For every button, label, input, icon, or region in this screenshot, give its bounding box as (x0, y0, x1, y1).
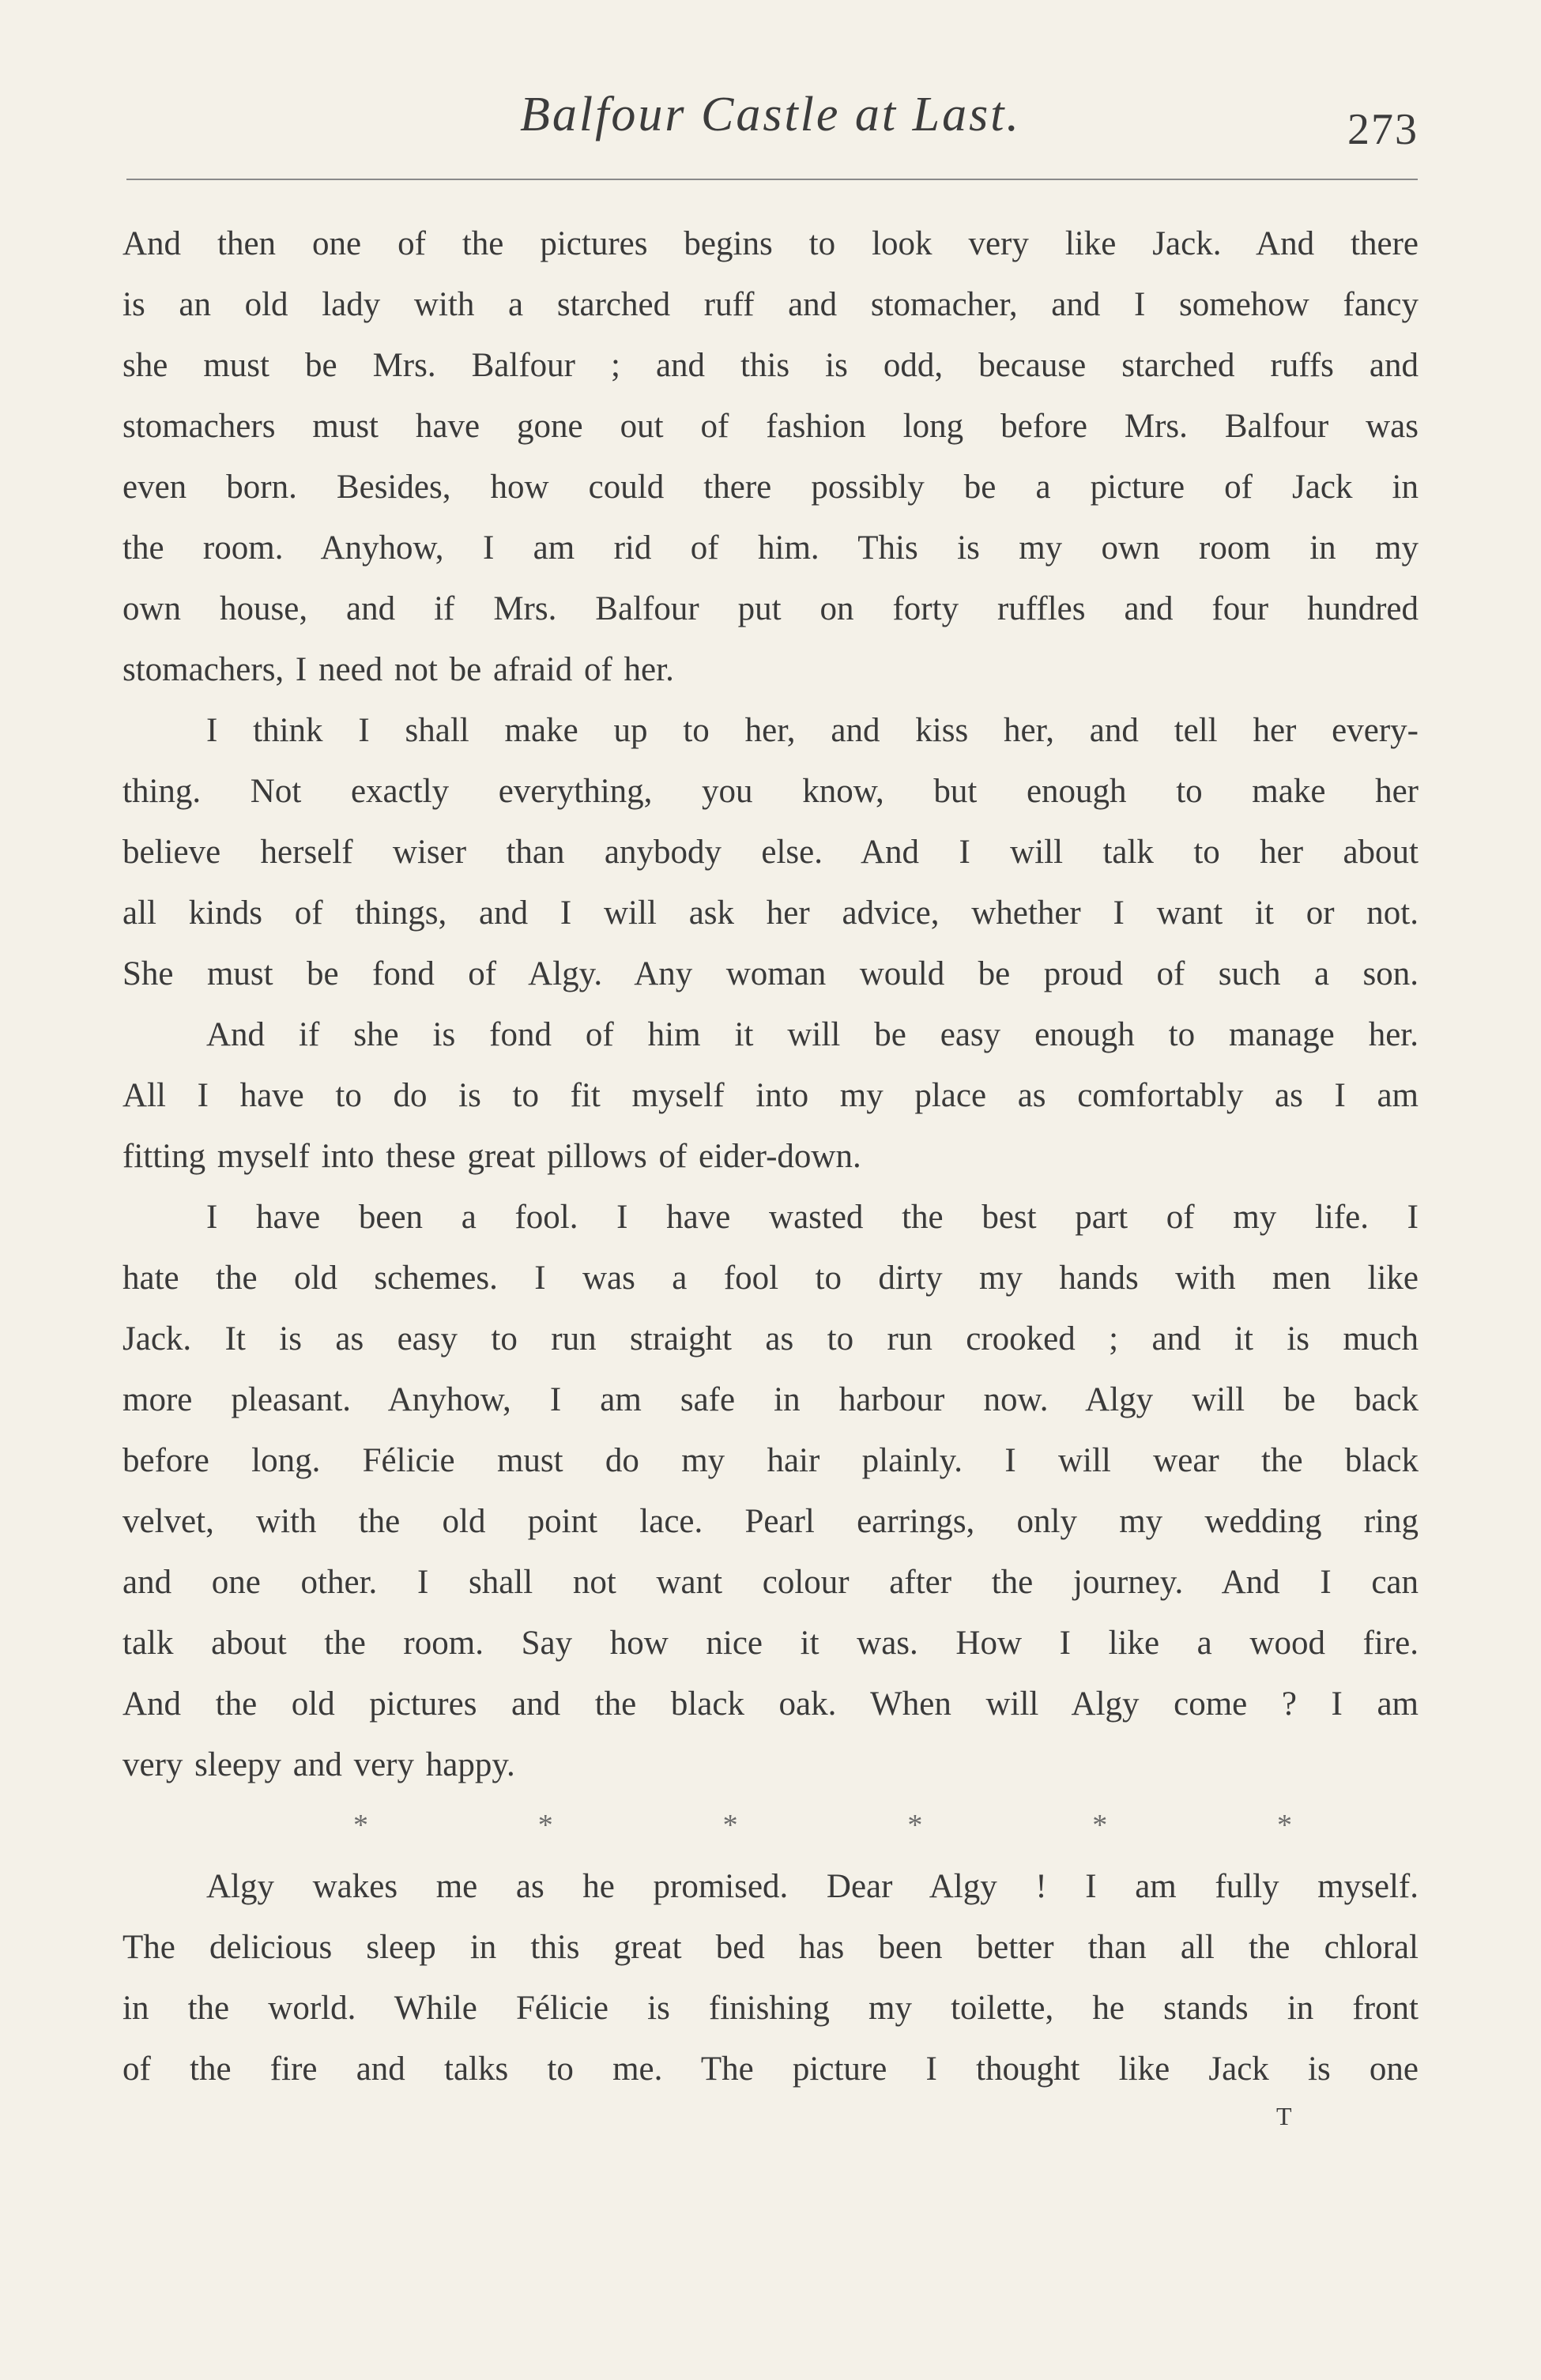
text-line: stomachers, I need not be afraid of her. (122, 651, 674, 688)
star-ornament: * (907, 1809, 923, 1842)
header-rule (126, 179, 1418, 180)
text-line: in the world. While Félicie is finishing my toilette, he stands in front (122, 1990, 1419, 2027)
text-line: All I have to do is to fit myself into my place as comfortably as I am (122, 1077, 1419, 1114)
text-line: Jack. It is as easy to run straight as to run crooked ; and it is much (122, 1320, 1419, 1358)
star-ornament: * (722, 1809, 738, 1842)
text-line: even born. Besides, how could there possibly be a picture of Jack in (122, 469, 1419, 506)
text-line: and one other. I shall not want colour after the journey. And I can (122, 1564, 1419, 1601)
text-line: She must be fond of Algy. Any woman would be proud of such a son. (122, 955, 1419, 992)
text-line: fitting myself into these great pillows of eider-down. (122, 1138, 861, 1175)
text-line: believe herself wiser than anybody else. And I will talk to her about (122, 834, 1419, 871)
text-line: own house, and if Mrs. Balfour put on forty ruffles and four hundred (122, 590, 1419, 627)
section-break-stars (122, 1795, 1419, 1856)
text-line: very sleepy and very happy. (122, 1746, 515, 1783)
text-line: more pleasant. Anyhow, I am safe in harbour now. Algy will be back (122, 1381, 1419, 1418)
text-line: talk about the room. Say how nice it was. How I like a wood fire. (122, 1625, 1419, 1662)
text-line: she must be Mrs. Balfour ; and this is odd, because starched ruffs and (122, 347, 1419, 384)
page-number: 273 (1347, 105, 1419, 154)
text-line: And the old pictures and the black oak. When will Algy come ? I am (122, 1685, 1419, 1723)
text-line: is an old lady with a starched ruff and stomacher, and I somehow fancy (122, 286, 1419, 323)
star-ornament: * (537, 1809, 553, 1842)
text-line: velvet, with the old point lace. Pearl earrings, only my wedding ring (122, 1503, 1419, 1540)
body-text (122, 213, 1419, 2099)
text-line: And if she is fond of him it will be easy enough to manage her. (206, 1016, 1419, 1053)
running-title: Balfour Castle at Last. (520, 88, 1021, 141)
star-ornament: * (1092, 1809, 1108, 1842)
star-ornament: * (1276, 1809, 1292, 1842)
running-head (122, 81, 1419, 160)
signature-mark: T (1276, 2102, 1292, 2130)
text-line: hate the old schemes. I was a fool to dirty my hands with men like (122, 1260, 1419, 1297)
text-line: And then one of the pictures begins to look very like Jack. And there (122, 225, 1419, 262)
text-line: thing. Not exactly everything, you know, but enough to make her (122, 773, 1419, 810)
text-line: I think I shall make up to her, and kiss her, and tell her every- (206, 712, 1419, 749)
star-ornament: * (353, 1809, 368, 1842)
text-line: before long. Félicie must do my hair plainly. I will wear the black (122, 1442, 1419, 1479)
text-line: of the fire and talks to me. The picture I thought like Jack is one (122, 2050, 1419, 2088)
text-line: the room. Anyhow, I am rid of him. This is my own room in my (122, 529, 1419, 567)
text-line: stomachers must have gone out of fashion long before Mrs. Balfour was (122, 408, 1419, 445)
text-line: I have been a fool. I have wasted the best part of my life. I (206, 1199, 1419, 1236)
text-line: all kinds of things, and I will ask her advice, whether I want it or not. (122, 894, 1419, 932)
text-line: Algy wakes me as he promised. Dear Algy ! I am fully myself. (206, 1868, 1419, 1905)
text-line: The delicious sleep in this great bed has been better than all the chloral (122, 1929, 1419, 1966)
